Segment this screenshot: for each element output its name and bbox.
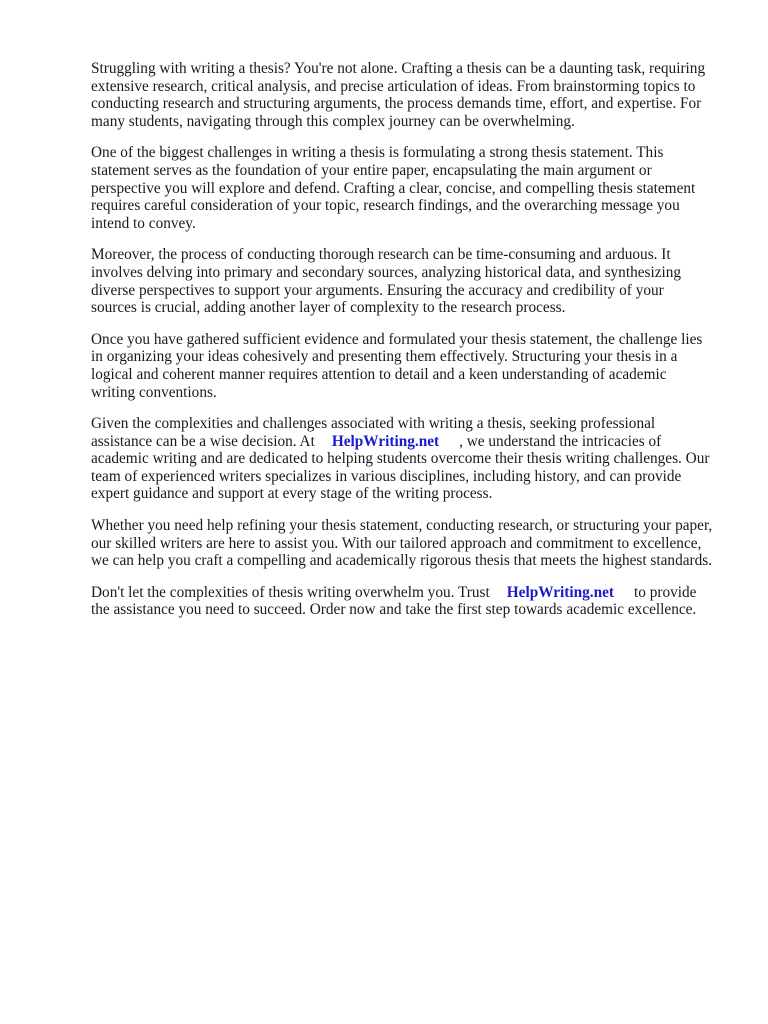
paragraph-intro: Struggling with writing a thesis? You're not alone. Crafting a thesis can be a daunting task, requiring extensive research, critical analysis, and precise articulation of ideas. From brainstorming topics to conducting research and structuring arguments, the process demands time, effort, and expertise. For many students, navigating through this complex journey can be overwhelming.	[91, 60, 706, 130]
document-body	[91, 60, 731, 633]
helpwriting-link[interactable]: HelpWriting.net	[331, 432, 440, 450]
paragraph-professional-help	[91, 415, 731, 503]
paragraph-research: Moreover, the process of conducting thorough research can be time-consuming and arduous. It involves delving into primary and secondary sources, analyzing historical data, and synthesizing diverse perspectives to support your arguments. Ensuring the accuracy and credibility of your sources is crucial, adding another layer of complexity to the research process.	[91, 246, 682, 317]
paragraph-thesis-statement: One of the biggest challenges in writing a thesis is formulating a strong thesis statement. This statement serves as the foundation of your entire paper, encapsulating the main argument or perspective you will explore and defend. Crafting a clear, concise, and compelling thesis statement requires careful consideration of your topic, research findings, and the overarching message you intend to convey.	[91, 144, 696, 232]
paragraph-text: Given the complexities and challenges associated with writing a thesis, seeking professional assistance can be a wise decision. At	[91, 415, 656, 450]
paragraph-text: Don't let the complexities of thesis writing overwhelm you. Trust	[91, 583, 490, 601]
paragraph-text: , we understand the intricacies of academic writing and are dedicated to helping students overcome their thesis writing challenges. Our team of experienced writers specializes in various disciplines, including history, and can provide expert guidance and support at every stage of the writing process.	[91, 432, 710, 503]
helpwriting-link[interactable]: HelpWriting.net	[506, 583, 614, 601]
paragraph-call-to-action	[91, 584, 731, 619]
paragraph-writers: Whether you need help refining your thesis statement, conducting research, or structuring your paper, our skilled writers are here to assist you. With our tailored approach and commitment to excellence, we can help you craft a compelling and academically rigorous thesis that meets the highest standards.	[91, 517, 713, 570]
paragraph-text: to provide the assistance you need to succeed. Order now and take the first step towards academic excellence.	[91, 583, 697, 619]
paragraph-organizing: Once you have gathered sufficient evidence and formulated your thesis statement, the challenge lies in organizing your ideas cohesively and presenting them effectively. Structuring your thesis in a logical and coherent manner requires attention to detail and a keen understanding of academic writing conventions.	[91, 330, 703, 401]
